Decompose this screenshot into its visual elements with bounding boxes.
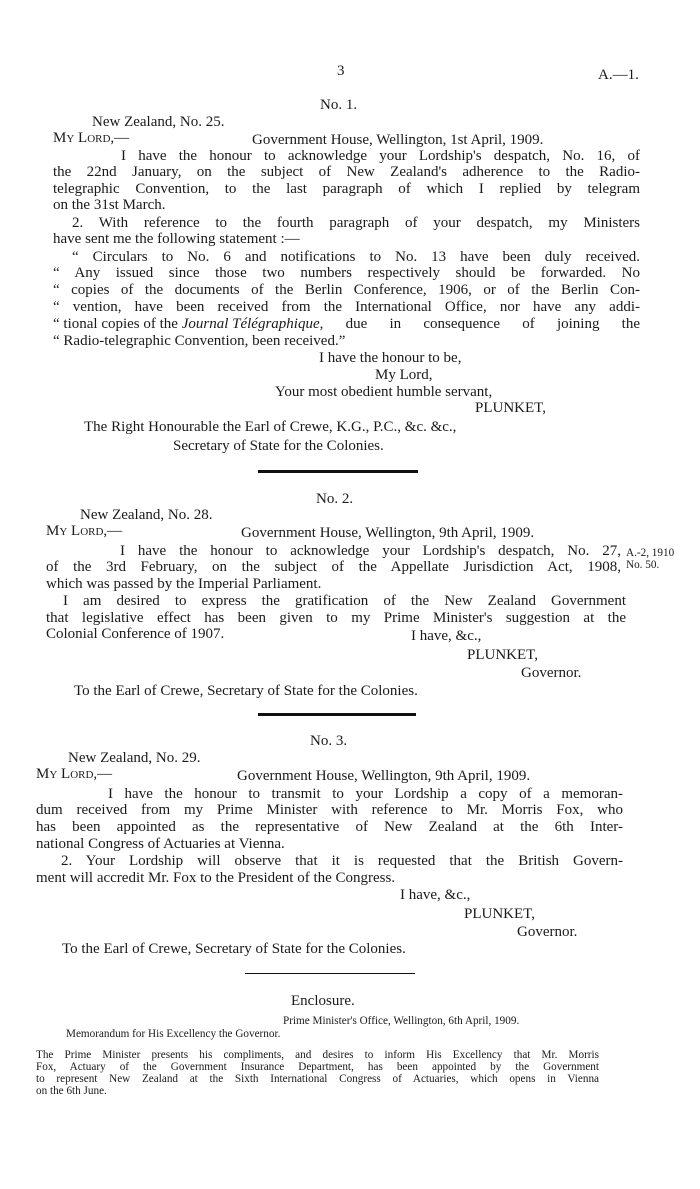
quote-line: “ Radio-telegraphic Convention, been received.” [53,333,346,349]
body-line: on the 31st March. [53,197,166,213]
body-line: Colonial Conference of 1907. [46,626,225,642]
signature: PLUNKET, [475,400,546,416]
body-line: which was passed by the Imperial Parliament. [46,576,322,592]
closing-line: Your most obedient humble servant, [275,384,493,400]
closing-line: I have the honour to be, [319,350,462,366]
memo-line: Fox, Actuary of the Government Insurance Department, has been appointed by the Government [36,1061,599,1073]
quote-line: “ Any issued since those two numbers respectively should be forwarded. No [53,265,640,281]
nz-number: New Zealand, No. 25. [92,114,225,130]
place-date: Government House, Wellington, 9th April, 1909. [241,525,535,541]
closing-line: I have, &c., [411,628,482,644]
signature-title: Governor. [517,924,578,940]
body-line: I have the honour to acknowledge your Lordship's despatch, No. 27, [120,543,621,559]
signature: PLUNKET, [467,647,538,663]
addressee-title: Secretary of State for the Colonies. [173,438,384,454]
salutation: My Lord,— [53,130,130,146]
body-line: 2. Your Lordship will observe that it is requested that the British Govern- [61,853,623,869]
letter-number: No. 3. [310,733,348,749]
letter-number: No. 2. [316,491,354,507]
memo-title: Memorandum for His Excellency the Governor. [66,1028,281,1040]
page-number: 3 [337,63,345,79]
margin-note: A.-2, 1910 [626,547,675,559]
section-divider [245,973,415,974]
quote-line-start: “ tional copies of the [53,316,182,332]
body-line: the 22nd January, on the subject of New Zealand's adherence to the Radio- [53,164,640,180]
salutation: My Lord,— [36,766,113,782]
place-date: Government House, Wellington, 1st April, 1909. [252,132,544,148]
memo-line: on the 6th June. [36,1085,107,1097]
document-reference: A.—1. [598,67,639,83]
body-line: 2. With reference to the fourth paragraph of your despatch, my Ministers [72,215,640,231]
body-line: dum received from my Prime Minister with reference to Mr. Morris Fox, who [36,802,623,818]
body-line: that legislative effect has been given to my Prime Minister's suggestion at the [46,610,626,626]
enclosure-place-date: Prime Minister's Office, Wellington, 6th April, 1909. [283,1015,520,1027]
body-line: has been appointed as the representative of New Zealand at the 6th Inter- [36,819,623,835]
addressee: To the Earl of Crewe, Secretary of State for the Colonies. [74,683,418,699]
section-divider [258,470,418,473]
addressee: The Right Honourable the Earl of Crewe, K.G., P.C., &c. &c., [84,419,457,435]
closing-line: I have, &c., [400,887,471,903]
journal-title: Journal Télégraphique [181,316,320,332]
body-line: telegraphic Convention, to the last paragraph of which I replied by telegram [53,181,640,197]
quote-line: “ copies of the documents of the Berlin Conference, 1906, or of the Berlin Con- [53,282,640,298]
quote-line: “ Circulars to No. 6 and notifications to No. 13 have been duly received. [72,249,640,265]
body-line: I am desired to express the gratification of the New Zealand Government [63,593,626,609]
body-line: ment will accredit Mr. Fox to the President of the Congress. [36,870,396,886]
section-divider [258,713,416,716]
body-line: national Congress of Actuaries at Vienna. [36,836,285,852]
quote-line: “ vention, have been received from the International Office, nor have any addi- [53,299,640,315]
quote-line [53,315,640,333]
body-line: I have the honour to transmit to your Lordship a copy of a memoran- [108,786,623,802]
enclosure-heading: Enclosure. [291,993,355,1009]
nz-number: New Zealand, No. 28. [80,507,213,523]
addressee: To the Earl of Crewe, Secretary of State for the Colonies. [62,941,406,957]
body-line: of the 3rd February, on the subject of the Appellate Jurisdiction Act, 1908, [46,559,621,575]
nz-number: New Zealand, No. 29. [68,750,201,766]
quote-line-end: , due in consequence of joining the [319,316,640,332]
margin-note: No. 50. [626,559,660,571]
letter-number: No. 1. [320,97,358,113]
body-line: I have the honour to acknowledge your Lordship's despatch, No. 16, of [121,148,640,164]
signature-title: Governor. [521,665,582,681]
memo-line: to represent New Zealand at the Sixth International Congress of Actuaries, which opens in Vienna [36,1073,599,1085]
signature: PLUNKET, [464,906,535,922]
salutation: My Lord,— [46,523,123,539]
memo-line: The Prime Minister presents his compliments, and desires to inform His Excellency that Mr. Morris [36,1049,599,1061]
place-date: Government House, Wellington, 9th April, 1909. [237,768,531,784]
closing-line: My Lord, [375,367,433,383]
body-line: have sent me the following statement :— [53,231,300,247]
